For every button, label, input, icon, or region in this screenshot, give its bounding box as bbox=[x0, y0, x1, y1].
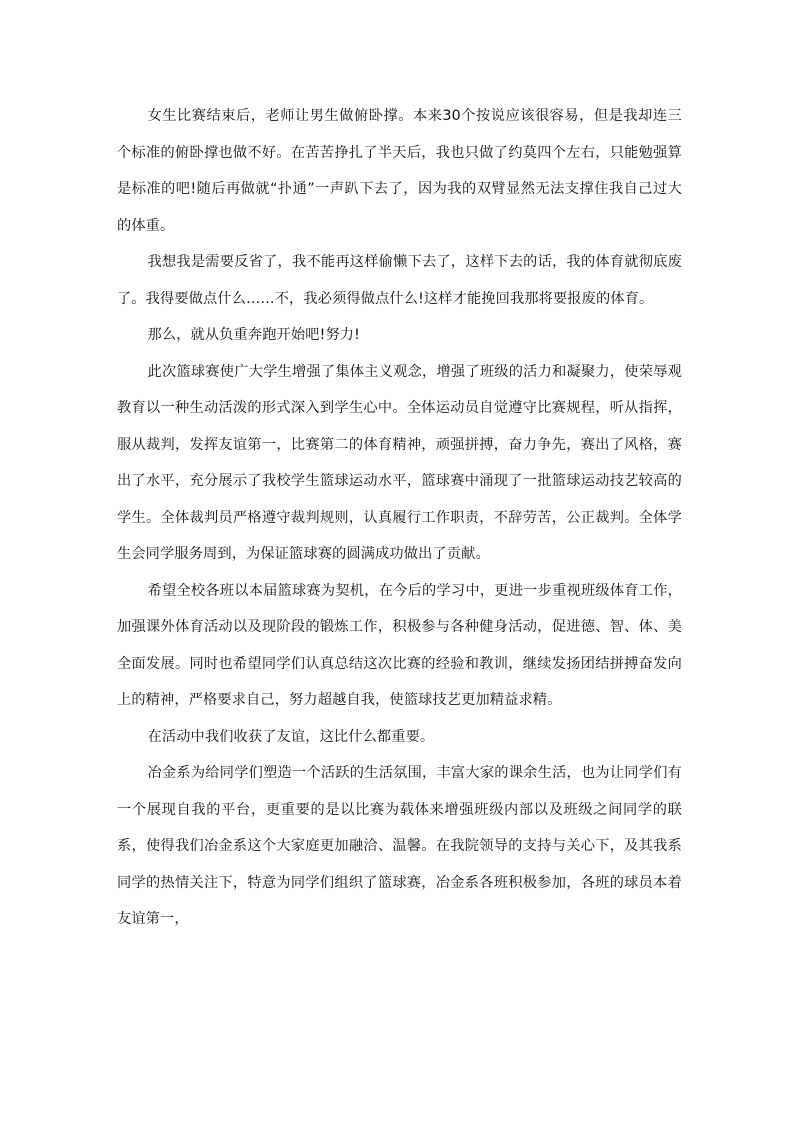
paragraph-pushup-test: 女生比赛结束后，老师让男生做俯卧撑。本来30个按说应该很容易，但是我却连三个标准的俯卧撑也做不好。在苦苦挣扎了半天后，我也只做了约莫四个左右，只能勉强算是标准的吧!随后再做就“扑通”一声趴下去了，因为我的双臂显然无法支撑住我自己过大的体重。 bbox=[117, 108, 682, 234]
paragraph-basketball-summary: 此次篮球赛使广大学生增强了集体主义观念，增强了班级的活力和凝聚力，使荣辱观教育以一种生动活泼的形式深入到学生心中。全体运动员自觉遵守比赛规程，听从指挥，服从裁判，发挥友谊第一，比赛第二的体育精神，顽强拼搏，奋力争先，赛出了风格，赛出了水平，充分展示了我校学生篮球运动水平，篮球赛中涌现了一批篮球运动技艺较高的学生。全体裁判员严格遵守裁判规则，认真履行工作职责，不辞劳苦，公正裁判。全体学生会同学服务周到，为保证篮球赛的圆满成功做出了贡献。 bbox=[117, 363, 682, 562]
paragraph-self-reflection: 我想我是需要反省了，我不能再这样偷懒下去了，这样下去的话，我的体育就彻底废了。我得要做点什么……不，我必须得做点什么!这样才能挽回我那将要报废的体育。 bbox=[117, 254, 682, 307]
paragraph-start-running: 那么，就从负重奔跑开始吧!努力! bbox=[147, 327, 360, 343]
paragraph-metallurgy-department: 冶金系为给同学们塑造一个活跃的生活氛围，丰富大家的课余生活，也为让同学们有一个展现自我的平台，更重要的是以比赛为载体来增强班级内部以及班级之间同学的联系，使得我们冶金系这个大家庭更加融洽、温馨。在我院领导的支持与关心下，及其我系同学的热情关注下，特意为同学们组织了篮球赛，冶金系各班积极参加，各班的球员本着友谊第一， bbox=[117, 765, 682, 927]
document-body bbox=[117, 98, 682, 938]
paragraph-hopes: 希望全校各班以本届篮球赛为契机，在今后的学习中，更进一步重视班级体育工作，加强课外体育活动以及现阶段的锻炼工作，积极参与各种健身活动，促进德、智、体、美全面发展。同时也希望同学们认真总结这次比赛的经验和教训，继续发扬团结拼搏奋发向上的精神，严格要求自己，努力超越自我，使篮球技艺更加精益求精。 bbox=[117, 582, 682, 708]
paragraph-friendship: 在活动中我们收获了友谊，这比什么都重要。 bbox=[147, 728, 435, 745]
